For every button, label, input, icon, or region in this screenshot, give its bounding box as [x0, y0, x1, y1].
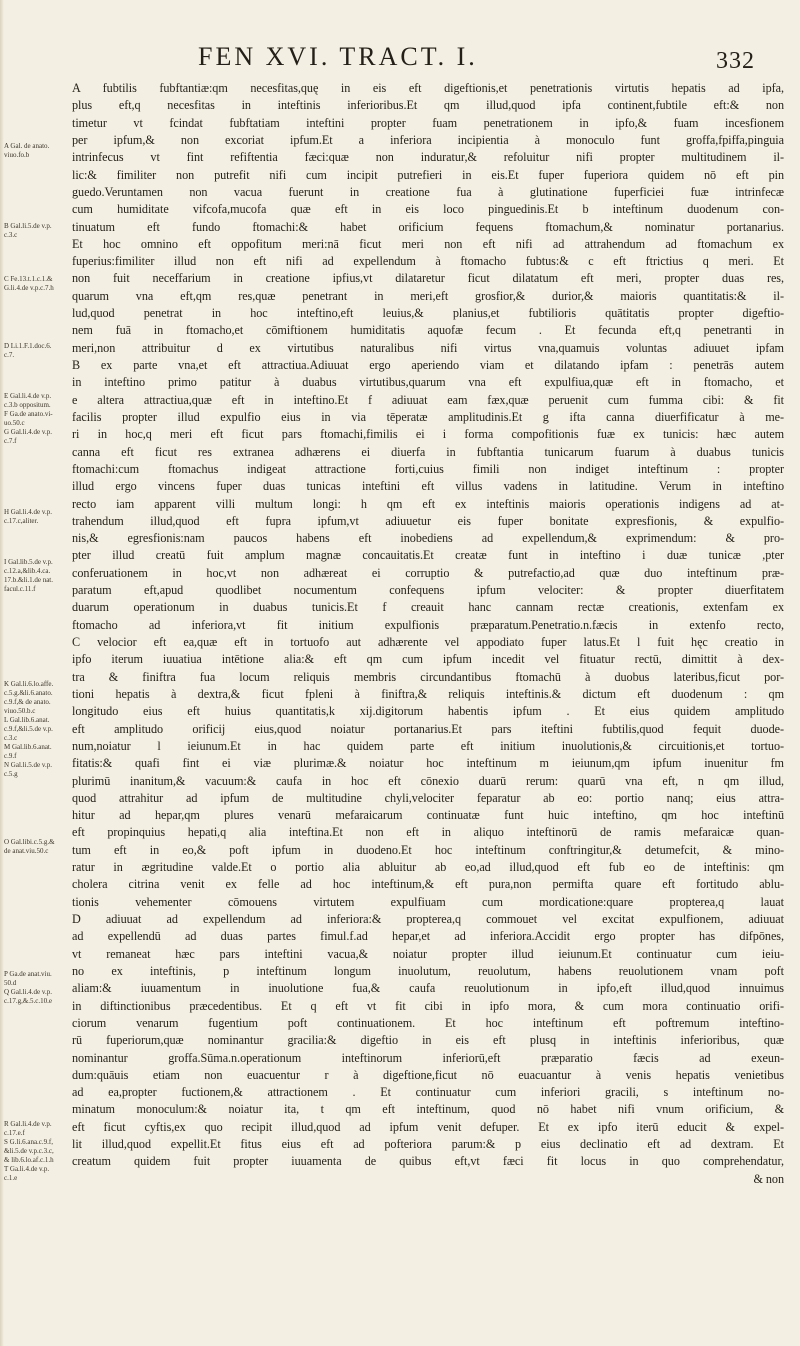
text-line: Et hoc omnino eft oppofitum meri:nā ficut meri non eft nifi ad attrahendum ad ftomachum ex: [72, 236, 784, 251]
text-line: meri,non attribuitur d ex virtutibus naturalibus nifi virtus vna,quamuis voluntas adiuuet ipfam: [72, 340, 784, 355]
text-line: tionis vehementer cōmouens virtutem expulfiuam cum mordicatione:quare propterea,q lauat: [72, 894, 784, 909]
text-line: quod attrahitur ad ipfum de multitudine chyli,velociter feparatur ab eo: portio nanq; eius attra-: [72, 790, 784, 805]
text-line: canna eft ficut res extranea adhærens ei diuerfa in fubftantia tunicarum fuarum à duabus tunicis: [72, 444, 784, 459]
text-line: in inteftino primo patitur à duabus virtutibus,quarum vna eft expulfiua,quæ eft in ftomacho, et: [72, 375, 784, 390]
margin-note: O Gal.libi.c.5.g.& de anat.viu.50.c: [4, 838, 55, 855]
text-line: plurimū inanitum,& vacuum:& caufa in hoc eft cōnexio duarū rerum: quarū vna eft, n qm illud,: [72, 773, 784, 788]
text-line: lic:& fimiliter non putrefit nifi cum incipit putrefieri in eis.Et fuper fuperiora quidem nō eft pin: [72, 167, 784, 182]
text-line: cholera citrina venit ex felle ad hoc inteftinum,& eft pura,non permifta quare eft fortitudo ablu-: [72, 877, 784, 892]
margin-note: E Gal.li.4.de v.p. c.3.b oppositum. F Ga.de anato.vi- uo.50.c G Gal.li.4.de v.p. c.7.f: [4, 392, 53, 445]
text-line: lit illud,quod expellit.Et fitus eius eft ad pofteriora parum:& p eius declinatio eft ad dextram. Et: [72, 1137, 784, 1152]
page-header: [0, 36, 800, 76]
text-line: per ipfum,& non excoriat ipfum.Et a inferiora incipientia à monoculo funt groffa,fpiffa,pinguia: [72, 132, 784, 147]
text-line: cum humiditate vifcofa,mucofa quæ eft in eis loco pinguedinis.Et b inteftinum duodenum con-: [72, 202, 784, 217]
text-line: ad expellendū ad duas partes fimul.f.ad hepar,et ad inferiora.Accidit ergo propter has difpōnes,: [72, 929, 784, 944]
margin-note: A Gal. de anato. viuo.fo.b: [4, 142, 50, 159]
text-line: nominantur groffa.Sūma.n.operationum inteftinorum inferiorū,eft præparatio fæcis ad exeun-: [72, 1050, 784, 1065]
text-line: trahendum illud,quod eft fupra ipfum,vt adiuuetur eis fuper bonitate expresfionis, & expulfio-: [72, 513, 784, 528]
text-line: num,noiatur l ieiunum.Et in hac quidem parte eft initium inuolutionis,& circuitionis,et tortuo-: [72, 738, 784, 753]
margin-note: K Gal.li.6.lo.affe. c.5.g.&li.6.anato. c.9.f,& de anato. viuo.50.b.c L Gal.lib.6.anat. c.9.f,&li.5.de v.p. c.3.c M Gal.lib.6.anat. c.9.f N Gal.li.5.de v.p. c.5.g: [4, 680, 54, 778]
text-line: ipfo iterum iuuatiua intētione alia:& eft qm cum ipfum incedit vel fituatur rectū, dimittit à dex-: [72, 652, 784, 667]
text-line: hitur ad hepar,qm plures venarū mefaraicarum continuatæ funt huic inteftino, qm hoc inteftinū: [72, 808, 784, 823]
text-line: minatum monoculum:& noiatur ita, t qm eft inteftinum, quod nō habet nifi vnum orificium, &: [72, 1102, 784, 1117]
page-number: 332: [716, 48, 755, 74]
text-line: recto iam apparent villi multum longi: h qm eft ex inteftinis maioris operationis indigens ad at-: [72, 496, 784, 511]
text-line: paratum eft,apud quodlibet nocumentum confequens ipfum velociter: & propter diuerfitatem: [72, 583, 784, 598]
text-line: timetur vt fcindat fubftatiam inteftini propter fuam penetrationem in ipfo,& fuam incesfionem: [72, 115, 784, 130]
text-line: illud ergo vincens fuper duas tunicas inteftini eft villus vadens in latitudine. Verum in inteftino: [72, 479, 784, 494]
margin-note: B Gal.li.5.de v.p. c.3.c: [4, 222, 52, 239]
text-line: fuperius:fimiliter illud non eft nifi ad expellendum à ftomacho fubtus:& c eft ftrictius q meri. Et: [72, 254, 784, 269]
text-line: facilis propter illud expulfio eius in via tēperatæ amplitudinis.Et g ifta canna diuerfificatur à me-: [72, 409, 784, 424]
text-line: e altera attractiua,quæ eft in inteftino.Et f adiuuat eam fæx,quæ peruenit cum fumma cibi: & fit: [72, 392, 784, 407]
text-line: in diftinctionibus præcedentibus. Et q eft vt fit cibi in ipfo mora, & cum mora continuatio orifi-: [72, 998, 784, 1013]
text-line: no ex inteftinis, p inteftinum longum inuolutum, reuolutum, habens reuolutionem vnam poft: [72, 963, 784, 978]
text-line: tioni hepatis à dextra,& ficut fpleni à finiftra,& reliquis inteftinis.& dictum eft duodenum : qm: [72, 686, 784, 701]
text-line: creatum quidem fuit propter iuuamenta de quibus eft,vt fæci fit locus in quo comprehendatur,: [72, 1154, 784, 1169]
text-line: & non: [753, 1171, 784, 1186]
text-line: duarum operationum in duabus tunicis.Et f creauit hanc cannam rectæ creationis, extenfam ex: [72, 600, 784, 615]
margin-note: I Gal.lib.5.de v.p. c.12.a,&lib.4.ca. 17.b.&li.1.de nat. facul.c.11.f: [4, 558, 53, 593]
text-line: lud,quod penetrat in hoc inteftino,eft leuius,& planius,et fubtilioris quātitatis propter digeftio-: [72, 306, 784, 321]
text-line: ri in hoc,q meri eft ficut pars ftomachi,fimilis ei i forma compofitionis fuæ ex tunicis: hæc autem: [72, 427, 784, 442]
text-line: eft amplitudo orificij eius,quod noiatur portanarius.Et pars iteftini fubtilis,quod fequit duode-: [72, 721, 784, 736]
text-line: guedo.Veruntamen non vacua fuerunt in creatione fua à glutinatione fuperficiei fuæ intrinfecæ: [72, 184, 784, 199]
text-line: tra & finiftra fua locum reliquis membris circundantibus ftomachū à duobus lateribus,ficut por-: [72, 669, 784, 684]
text-line: ftomachi:cum ftomachus indigeat attractione forti,cuius fimili non indiget inteftinum : propter: [72, 461, 784, 476]
text-line: nem fuā in ftomacho,et cōmiftionem humiditatis aquofæ fecum . Et fecunda eft,q penetranti in: [72, 323, 784, 338]
text-line: ad ea,propter fuctionem,& attractionem . Et continuatur cum inferiori gracili, s inteftinum no-: [72, 1085, 784, 1100]
text-line: intrinfecus vt fint refiftentia fæci:quæ non induratur,& refoluitur nifi propter multitudinem il-: [72, 150, 784, 165]
main-text-column: [72, 80, 784, 1188]
text-line: ftomacho ad inferiora,vt fit initium expulfionis præparatum.Penetratio.n.fæcis in extenfo recto,: [72, 617, 784, 632]
text-line: ciorum venarum fugentium poft continuationem. Et hoc inteftinum eft poftremum inteftino-: [72, 1015, 784, 1030]
text-line: plus eft,q necesfitas in inteftinis inferioribus.Et qm illud,quod ipfa continent,fubtile eft:& non: [72, 98, 784, 113]
text-line: A fubtilis fubftantiæ:qm necesfitas,quę in eis eft digeftionis,et penetrationis virtutis hepatis ad ipfa,: [72, 81, 784, 95]
text-line: non fuit neceffarium in creatione ipfius,vt dilataretur ficut dilatatum eft meri, propter duas res,: [72, 271, 784, 286]
text-line: C velocior eft ea,quæ eft in tortuofo aut adhærente vel appodiato fuper latus.Et l fuit hęc creatio in: [72, 635, 784, 649]
margin-note: H Gal.li.4.de v.p. c.17.c,aliter.: [4, 508, 52, 525]
text-line: fitatis:& quafi fint ei viæ plurimæ.& noiatur hoc inteftinum m ieiunum,qm ipfum inuenitur fm: [72, 756, 784, 771]
margin-note: R Gal.li.4.de v.p. c.17.e.f S G.li.6.ana.c.9.f, &li.5.de v.p.c.3.c, & lib.6.lo.af.c.1.h T Ga.li.4.de v.p. c.1.e: [4, 1120, 54, 1182]
text-line: conferuationem in hoc,vt non adhæreat ei corruptio & putrefactio,ad quæ duo inteftinum præ-: [72, 565, 784, 580]
text-line: B ex parte vna,et eft attractiua.Adiuuat ergo aperiendo viam et dilatando ipfam : penetrās autem: [72, 358, 784, 372]
text-line: pter illud creatū fuit amplum magnæ concauitatis.Et creatæ funt in inteftino i duæ tunicæ ,pter: [72, 548, 784, 563]
text-line: rū fuperiorum,quæ nominantur gracilia:& digeftio in eis eft plusq in inteftinis inferioribus, quæ: [72, 1033, 784, 1048]
text-line: vt remaneat hæc pars inteftini vacua,& noiatur propter illud ieiunum.Et continuatur cum ieiu-: [72, 946, 784, 961]
text-line: eft propinquius hepati,q alia inteftina.Et non eft in aliquo inteftinorū de ramis mefaraicæ quan-: [72, 825, 784, 840]
text-line: eft ficut cyftis,ex quo recipit illud,quod ad ipfum venit defuper. Et ex ipfo iterū educit & expel-: [72, 1119, 784, 1134]
text-line: nis,& egresfionis:nam paucos habens eft inobediens ad expellendum,& exprimendum: & pro-: [72, 531, 784, 546]
margin-notes: [0, 0, 72, 1346]
text-line: quarum vna eft,qm res,quæ penetrant in meri,eft grosfior,& durior,& maioris quantitatis:& il-: [72, 288, 784, 303]
text-line: ratur in ægritudine valde.Et o portio alia abluitur ab eo,ad illud,quod eft fub eo de inteftinis: qm: [72, 860, 784, 875]
text-line: dum:quāuis etiam non euacuentur r à digeftione,ficut nō euacuantur à venis hepatis venietibus: [72, 1067, 784, 1082]
text-line: tum eft in eo,& poft ipfum in duodeno.Et hoc inteftinum conftringitur,& detumefcit, & mino-: [72, 842, 784, 857]
margin-note: P Ga.de anat.viu. 50.d Q Gal.li.4.de v.p. c.17.g,&.5.c.10.e: [4, 970, 53, 1005]
running-head: FEN XVI. TRACT. I.: [198, 42, 478, 71]
margin-note: C Fe.13.t.1.c.1.& G.li.4.de v.p.c.7.h: [4, 275, 54, 292]
text-line: aliam:& iuuamentum in inuolutione fua,& caufa reuolutionum in ipfo,eft illud,quod innuimus: [72, 981, 784, 996]
text-line: D adiuuat ad expellendum ad inferiora:& propterea,q commouet vel excitat expulfionem, adiuuat: [72, 912, 784, 926]
text-line: tinuatum eft fundo ftomachi:& habet orificium fequens ftomachum,& nominatur portanarius.: [72, 219, 784, 234]
margin-note: D Li.1.F.1.doc.6. c.7.: [4, 342, 52, 359]
text-line: longitudo eius eft huius quantitatis,k xij.digitorum habentis ipfum . Et eius quidem amplitudo: [72, 704, 784, 719]
